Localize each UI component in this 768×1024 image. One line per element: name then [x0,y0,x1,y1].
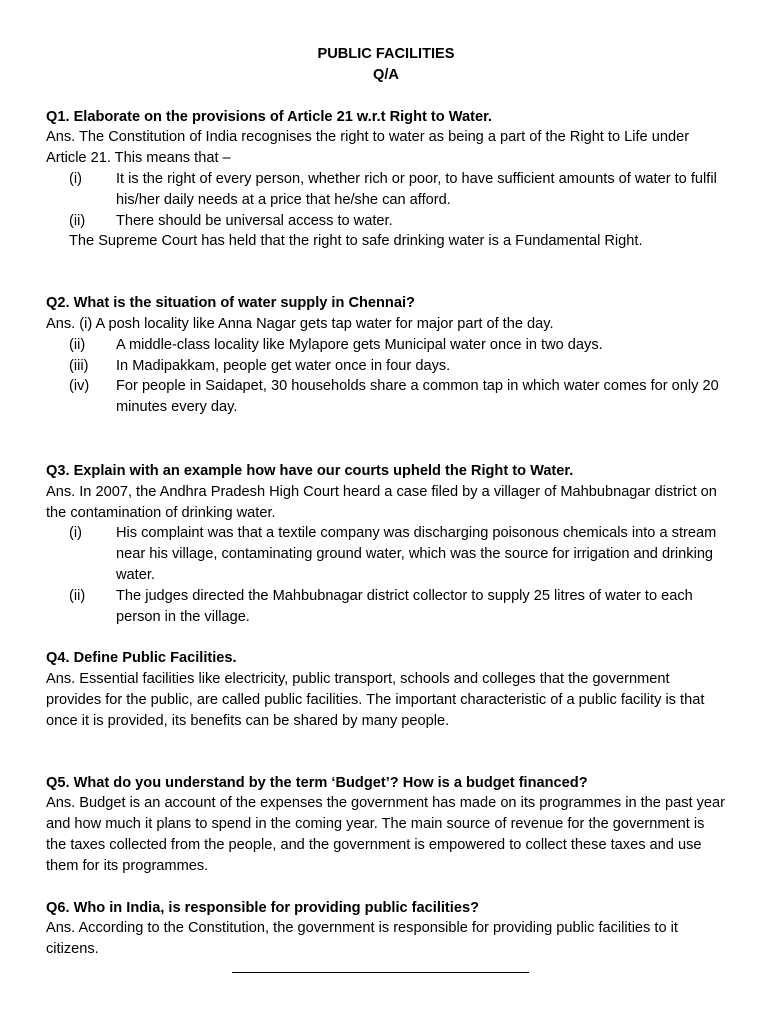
q5-section [46,773,726,877]
q2-item-number: (iii) [69,357,89,374]
q2-section [46,293,726,418]
q3-item [46,586,726,628]
q1-question: Q1. Elaborate on the provisions of Article 21 w.r.t Right to Water. [46,108,492,125]
q3-answer: Ans. In 2007, the Andhra Pradesh High Court heard a case filed by a villager of Mahbubnagar district on the contamination of drinking water. [46,483,717,521]
q3-item-text: The judges directed the Mahbubnagar district collector to supply 25 litres of water to each person in the village. [116,587,693,625]
q1-item [46,211,726,232]
document-page [46,44,726,960]
q2-item-number: (ii) [69,336,86,353]
q6-answer: Ans. According to the Constitution, the government is responsible for providing public facilities to it citizens. [46,920,678,958]
q1-answer: Ans. The Constitution of India recognises the right to water as being a part of the Right to Life under Article 21. This means that – [46,129,690,167]
q2-item-number: (iv) [69,378,90,395]
q3-item-text: His complaint was that a textile company was discharging poisonous chemicals into a stream near his village, contaminating ground water, which was the source for irrigation and drinking water. [116,525,717,583]
q4-section [46,648,726,731]
q1-section [46,107,726,253]
q2-item-text: For people in Saidapet, 30 households share a common tap in which water comes for only 20 minutes every day. [116,378,719,416]
document-title: PUBLIC FACILITIES [317,46,455,62]
document-subtitle: Q/A [373,66,399,83]
end-rule-divider [232,972,529,973]
q2-item [46,356,726,377]
q2-item [46,335,726,356]
q3-item-number: (ii) [69,587,86,604]
q1-item-number: (ii) [69,212,86,229]
q3-item [46,523,726,585]
q2-item-text: In Madipakkam, people get water once in four days. [116,357,451,374]
q5-question: Q5. What do you understand by the term ‘Budget’? How is a budget financed? [46,774,588,791]
q2-item-text: A middle-class locality like Mylapore gets Municipal water once in two days. [116,336,603,353]
q6-section [46,898,726,960]
q3-item-number: (i) [69,525,82,542]
q2-answer: Ans. (i) A posh locality like Anna Nagar gets tap water for major part of the day. [46,315,554,332]
q1-item-number: (i) [69,170,82,187]
q1-item-text: It is the right of every person, whether rich or poor, to have sufficient amounts of water to fulfil his/her daily needs at a price that he/she can afford. [116,170,717,208]
q3-section [46,461,726,627]
q1-closing: The Supreme Court has held that the right to safe drinking water is a Fundamental Right. [69,233,643,250]
q4-answer: Ans. Essential facilities like electricity, public transport, schools and colleges that the government provides for the public, are called public facilities. The important characteristic of a public facility is that once it is provided, its benefits can be shared by many people. [46,671,705,729]
q5-answer: Ans. Budget is an account of the expenses the government has made on its programmes in the past year and how much it plans to spend in the coming year. The main source of revenue for the government is the taxes collected from the people, and the government is empowered to collect these taxes and use them for its programmes. [46,795,726,874]
q3-question: Q3. Explain with an example how have our courts upheld the Right to Water. [46,462,574,479]
q2-question: Q2. What is the situation of water supply in Chennai? [46,295,415,312]
q6-question: Q6. Who in India, is responsible for providing public facilities? [46,899,479,916]
q4-question: Q4. Define Public Facilities. [46,650,237,667]
q1-item [46,169,726,211]
q1-item-text: There should be universal access to water. [116,212,393,229]
q2-item [46,376,726,418]
